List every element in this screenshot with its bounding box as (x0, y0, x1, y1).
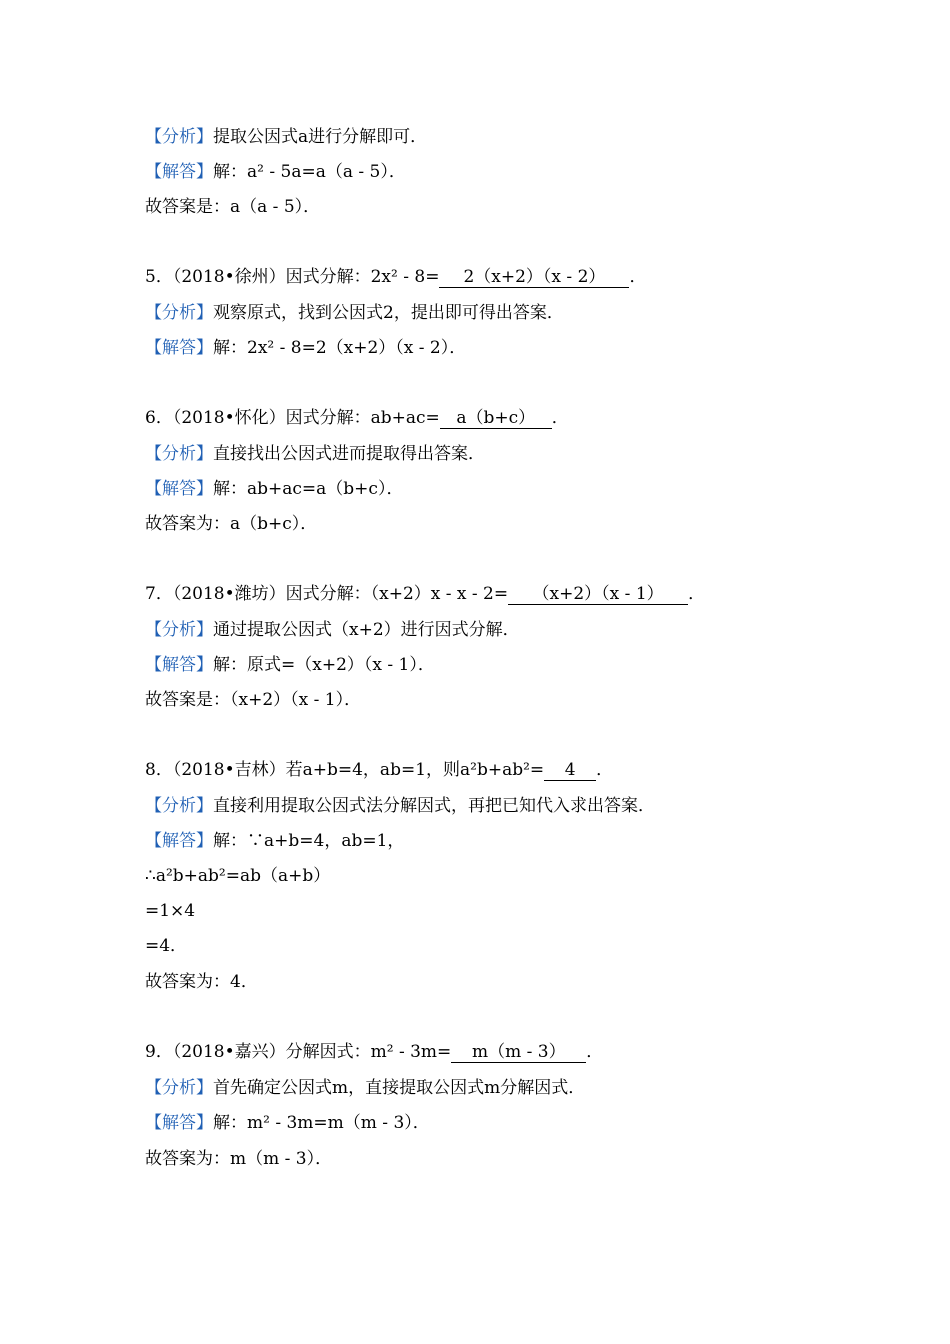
q5-stem (145, 266, 646, 288)
q8-solution (145, 830, 404, 852)
q7-answer-blank: （x+2）（x ‐ 1） (508, 584, 688, 605)
p4-analysis-text: 提取公因式a进行分解即可． (213, 127, 428, 147)
q6-analysis-text: 直接找出公因式进而提取得出答案． (213, 444, 485, 464)
q8-analysis (145, 795, 655, 817)
analysis-tag: 【分析】 (145, 1078, 213, 1098)
q8-answer-blank: 4 (544, 760, 596, 781)
analysis-tag: 【分析】 (145, 127, 213, 147)
q6-analysis (145, 443, 485, 465)
q9-answer: 故答案为：m（m ‐ 3）． (145, 1149, 333, 1169)
solution-tag: 【解答】 (145, 338, 213, 358)
q5-solution (145, 337, 466, 359)
p4-answer: 故答案是：a（a ‐ 5）． (145, 197, 321, 217)
q6-stem (145, 407, 569, 429)
analysis-tag: 【分析】 (145, 796, 213, 816)
solution-tag: 【解答】 (145, 479, 213, 499)
p4-analysis (145, 126, 427, 148)
q5-analysis (145, 302, 564, 324)
q7-stem-text: 7．（2018•潍坊）因式分解：（x+2）x ‐ x ‐ 2= (145, 584, 509, 604)
q7-analysis-text: 通过提取公因式（x+2）进行因式分解． (213, 620, 520, 640)
q9-answer-blank: m（m ‐ 3） (451, 1042, 586, 1063)
q7-period: ． (688, 584, 706, 604)
solution-tag: 【解答】 (145, 655, 213, 675)
p4-solution-text: 解：a² ‐ 5a=a（a ‐ 5）． (213, 162, 406, 182)
q5-period: ． (629, 267, 647, 287)
q7-answer: 故答案是：（x+2）（x ‐ 1）． (145, 690, 362, 710)
q5-answer-blank: 2（x+2）（x ‐ 2） (439, 267, 629, 288)
analysis-tag: 【分析】 (145, 444, 213, 464)
q5-solution-text: 解：2x² ‐ 8=2（x+2）（x ‐ 2）． (213, 338, 467, 358)
q8-stem-text: 8．（2018•吉林）若a+b=4，ab=1，则a²b+ab²= (145, 760, 545, 780)
q8-analysis-text: 直接利用提取公因式法分解因式，再把已知代入求出答案． (213, 796, 655, 816)
q8-stem (145, 759, 613, 781)
q6-period: ． (551, 408, 569, 428)
q7-analysis (145, 619, 520, 641)
q7-stem (145, 583, 705, 605)
q5-analysis-text: 观察原式，找到公因式2，提出即可得出答案． (213, 303, 564, 323)
q6-answer: 故答案为：a（b+c）． (145, 514, 318, 534)
q6-answer-blank: a（b+c） (440, 408, 552, 429)
q9-solution-text: 解：m² ‐ 3m=m（m ‐ 3）． (213, 1113, 430, 1133)
q8-period: ． (596, 760, 614, 780)
q9-stem (145, 1041, 603, 1063)
solution-tag: 【解答】 (145, 162, 213, 182)
q9-solution (145, 1112, 430, 1134)
q8-step1: ∴a²b+ab²=ab（a+b） (145, 866, 331, 886)
analysis-tag: 【分析】 (145, 620, 213, 640)
q9-analysis-text: 首先确定公因式m，直接提取公因式m分解因式． (213, 1078, 586, 1098)
q8-answer: 故答案为：4． (145, 972, 258, 992)
q5-stem-text: 5．（2018•徐州）因式分解：2x² ‐ 8= (145, 267, 440, 287)
solution-tag: 【解答】 (145, 1113, 213, 1133)
q6-stem-text: 6．（2018•怀化）因式分解：ab+ac= (145, 408, 440, 428)
q8-step3: =4． (145, 936, 188, 956)
q7-solution (145, 654, 435, 676)
q8-solution-text: 解：∵a+b=4，ab=1， (213, 831, 405, 851)
q7-solution-text: 解：原式=（x+2）（x ‐ 1）． (213, 655, 435, 675)
q6-solution (145, 478, 403, 500)
q8-step2: =1×4 (145, 901, 196, 921)
solution-tag: 【解答】 (145, 831, 213, 851)
q9-stem-text: 9．（2018•嘉兴）分解因式：m² ‐ 3m= (145, 1042, 452, 1062)
analysis-tag: 【分析】 (145, 303, 213, 323)
q6-solution-text: 解：ab+ac=a（b+c）． (213, 479, 404, 499)
p4-solution (145, 161, 406, 183)
q9-analysis (145, 1077, 585, 1099)
q9-period: ． (586, 1042, 604, 1062)
